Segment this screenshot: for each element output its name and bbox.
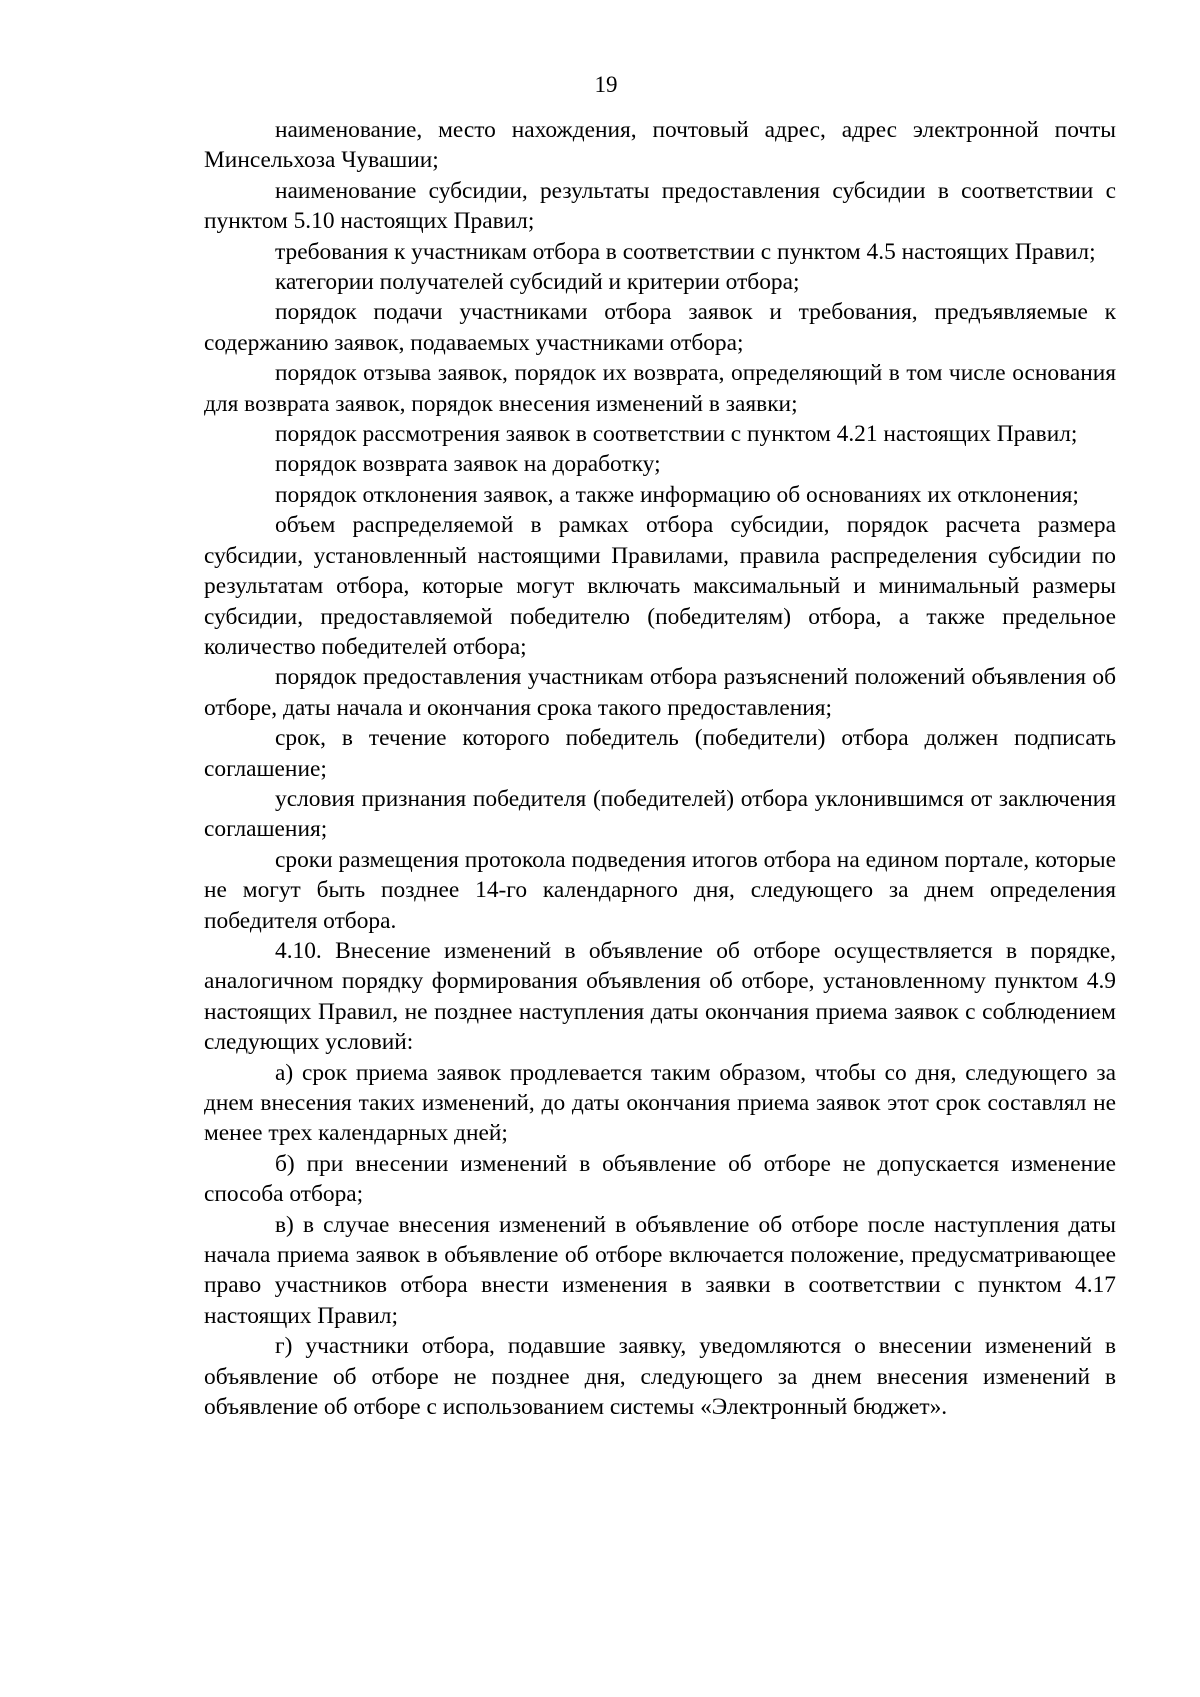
paragraph: наименование, место нахождения, почтовый адрес, адрес электронной почты Минсельхоза Чувашии; [204, 117, 1116, 174]
paragraph: порядок отзыва заявок, порядок их возврата, определяющий в том числе основания для возврата заявок, порядок внесения изменений в заявки; [204, 360, 1116, 417]
paragraph: порядок подачи участниками отбора заявок и требования, предъявляемые к содержанию заявок, подаваемых участниками отбора; [204, 299, 1116, 356]
paragraph: порядок рассмотрения заявок в соответствии с пунктом 4.21 настоящих Правил; [275, 421, 1078, 448]
paragraph: срок, в течение которого победитель (победители) отбора должен подписать соглашение; [204, 725, 1116, 782]
list-item-b: б) при внесении изменений в объявление об отборе не допускается изменение способа отбора; [204, 1150, 1116, 1208]
list-item-g: г) участники отбора, подавшие заявку, уведомляются о внесении изменений в объявление об отборе не позднее дня, следующего за днем внесения изменений в объявление об отборе с использованием системы «Электронный бюджет». [204, 1333, 1116, 1421]
paragraph: объем распределяемой в рамках отбора субсидии, порядок расчета размера субсидии, установленный настоящими Правилами, правила распределения субсидии по результатам отбора, которые могут включать максимальный и минимальный размеры субсидии, предоставляемой победителю (победителям) отбора, а также предельное количество победителей отбора; [204, 512, 1116, 660]
paragraph: категории получателей субсидий и критерии отбора; [275, 269, 800, 296]
paragraph: наименование субсидии, результаты предоставления субсидии в соответствии с пунктом 5.10 настоящих Правил; [204, 177, 1116, 235]
paragraph: порядок возврата заявок на доработку; [275, 451, 661, 478]
paragraph: требования к участникам отбора в соответствии с пунктом 4.5 настоящих Правил; [275, 238, 1096, 265]
paragraph: сроки размещения протокола подведения итогов отбора на едином портале, которые не могут быть позднее 14-го календарного дня, следующего за днем определения победителя отбора. [204, 846, 1116, 934]
page-number: 19 [594, 72, 618, 97]
paragraph: условия признания победителя (победителей) отбора уклонившимся от заключения соглашения; [204, 785, 1116, 843]
section-4-10-paragraph: 4.10. Внесение изменений в объявление об отборе осуществляется в порядке, аналогичном порядку формирования объявления об отборе, установленному пунктом 4.9 настоящих Правил, не позднее наступления даты окончания приема заявок с соблюдением следующих условий: [204, 937, 1116, 1056]
paragraph: порядок отклонения заявок, а также информацию об основаниях их отклонения; [275, 481, 1079, 508]
paragraph: порядок предоставления участникам отбора разъяснений положений объявления об отборе, даты начала и окончания срока такого предоставления; [204, 664, 1116, 721]
list-item-a: а) срок приема заявок продлевается таким образом, чтобы со дня, следующего за днем внесения таких изменений, до даты окончания приема заявок этот срок составлял не менее трех календарных дней; [204, 1059, 1116, 1147]
list-item-v: в) в случае внесения изменений в объявление об отборе после наступления даты начала приема заявок в объявление об отборе включается положение, предусматривающее право участников отбора внести изменения в заявки в соответствии с пунктом 4.17 настоящих Правил; [204, 1211, 1116, 1329]
document-body [204, 115, 1116, 1422]
